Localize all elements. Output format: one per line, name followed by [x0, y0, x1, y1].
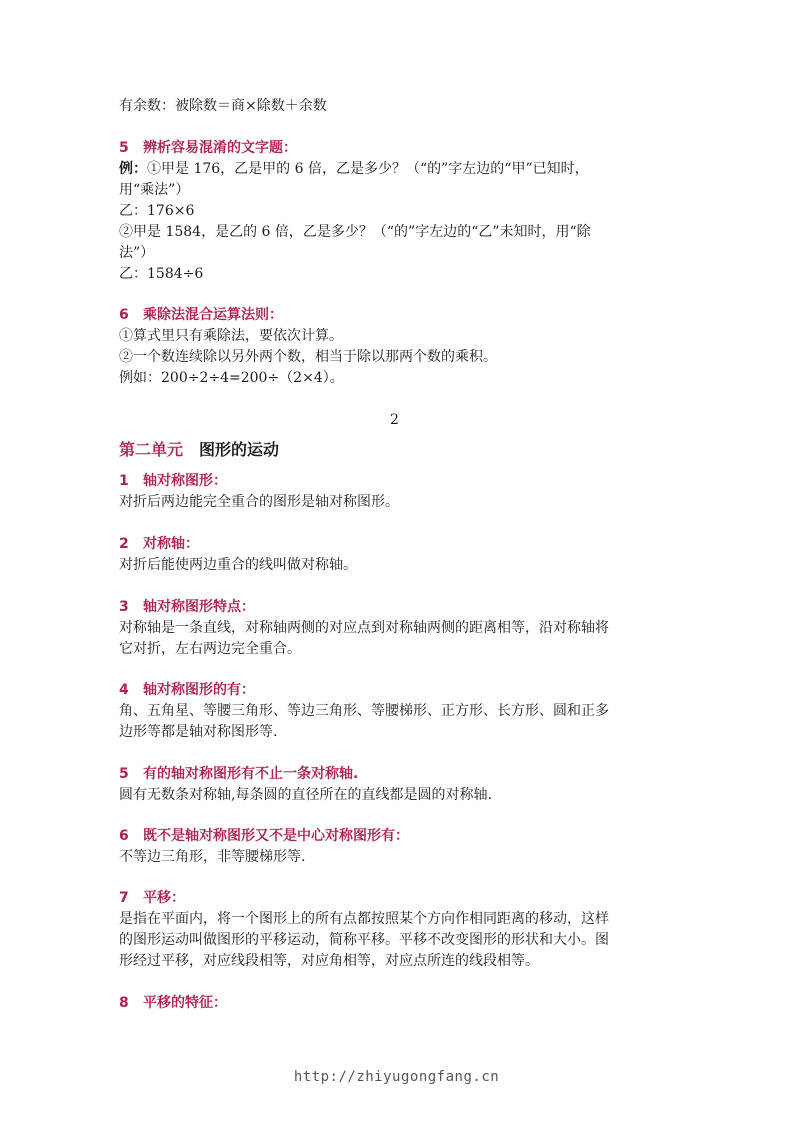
section-6-title: 乘除法混合运算法则：: [143, 307, 283, 323]
unit-item-7-text-1: 是指在平面内，将一个图形上的所有点都按照某个方向作相同距离的移动，这样: [119, 911, 609, 927]
example-label: 例：: [119, 161, 147, 177]
unit-item-2-title: 对称轴：: [143, 536, 199, 552]
unit-item-8-number: 8: [119, 995, 129, 1011]
unit-label: 第二单元: [119, 440, 184, 459]
unit-item-8-title: 平移的特征：: [143, 995, 227, 1011]
unit-item-2-text: 对折后能使两边重合的线叫做对称轴。: [119, 557, 357, 573]
unit-item-6-number: 6: [119, 828, 129, 844]
example-1-line-2: 用“乘法”）: [119, 182, 190, 198]
unit-item-4-text-1: 角、五角星、等腰三角形、等边三角形、等腰梯形、正方形、长方形、圆和正多: [119, 703, 609, 719]
example-2-line-2: 法”）: [119, 245, 155, 261]
unit-item-7-number: 7: [119, 890, 129, 906]
section-6-line-2: ②一个数连续除以另外两个数，相当于除以那两个数的乘积。: [119, 349, 497, 365]
page-number: 2: [390, 412, 399, 428]
unit-item-7-heading: [119, 888, 185, 908]
unit-item-5-title: 有的轴对称图形有不止一条对称轴.: [143, 766, 359, 782]
unit-item-2-number: 2: [119, 536, 129, 552]
unit-item-7-text-3: 形经过平移，对应线段相等，对应角相等，对应点所连的线段相等。: [119, 953, 539, 969]
section-6-line-1: ①算式里只有乘除法，要依次计算。: [119, 328, 343, 344]
unit-name: 图形的运动: [199, 440, 280, 459]
unit-item-5-text: 圆有无数条对称轴,每条圆的直径所在的直线都是圆的对称轴.: [119, 787, 492, 803]
unit-item-4-text-2: 边形等都是轴对称图形等.: [119, 724, 278, 740]
section-5-heading: [119, 138, 297, 158]
example-2-answer: 乙：1584÷6: [119, 266, 204, 282]
section-6-line-3: 例如：200÷2÷4=200÷（2×4）。: [119, 370, 344, 386]
unit-item-3-title: 轴对称图形特点：: [143, 599, 255, 615]
unit-item-4-heading: [119, 680, 255, 700]
unit-item-5-number: 5: [119, 766, 129, 782]
unit-item-8-heading: [119, 993, 227, 1013]
section-5-title: 辨析容易混淆的文字题：: [143, 140, 297, 156]
unit-item-6-title: 既不是轴对称图形又不是中心对称图形有：: [143, 828, 409, 844]
footer-url[interactable]: http://zhiyugongfang.cn: [293, 1069, 500, 1085]
unit-item-2-heading: [119, 534, 199, 554]
unit-item-6-heading: [119, 826, 409, 846]
example-1-answer: 乙：176×6: [119, 203, 195, 219]
unit-item-5-heading: [119, 764, 358, 784]
section-6-number: 6: [119, 307, 129, 323]
unit-item-3-heading: [119, 597, 255, 617]
unit-item-3-number: 3: [119, 599, 129, 615]
unit-item-7-title: 平移：: [143, 890, 185, 906]
intro-line: 有余数：被除数＝商×除数＋余数: [119, 98, 327, 114]
unit-item-1-title: 轴对称图形：: [143, 473, 227, 489]
unit-item-4-number: 4: [119, 682, 129, 698]
section-5-number: 5: [119, 140, 129, 156]
example-2-line-1: ②甲是 1584，是乙的 6 倍，乙是多少？（“的”字左边的“乙”未知时，用“除: [119, 224, 591, 240]
unit-item-4-title: 轴对称图形的有：: [143, 682, 255, 698]
example-1-text: ①甲是 176，乙是甲的 6 倍，乙是多少？（“的”字左边的“甲”已知时，: [147, 161, 589, 177]
unit-item-1-text: 对折后两边能完全重合的图形是轴对称图形。: [119, 494, 399, 510]
section-6-heading: [119, 305, 283, 325]
unit-item-3-text-1: 对称轴是一条直线，对称轴两侧的对应点到对称轴两侧的距离相等，沿对称轴将: [119, 620, 609, 636]
unit-item-1-heading: [119, 471, 227, 491]
unit-item-7-text-2: 的图形运动叫做图形的平移运动，简称平移。平移不改变图形的形状和大小。图: [119, 932, 609, 948]
unit-item-3-text-2: 它对折，左右两边完全重合。: [119, 641, 301, 657]
unit-item-1-number: 1: [119, 473, 129, 489]
unit-title: [119, 439, 279, 461]
example-1-line-1: [119, 159, 589, 179]
unit-item-6-text: 不等边三角形，非等腰梯形等.: [119, 849, 306, 865]
